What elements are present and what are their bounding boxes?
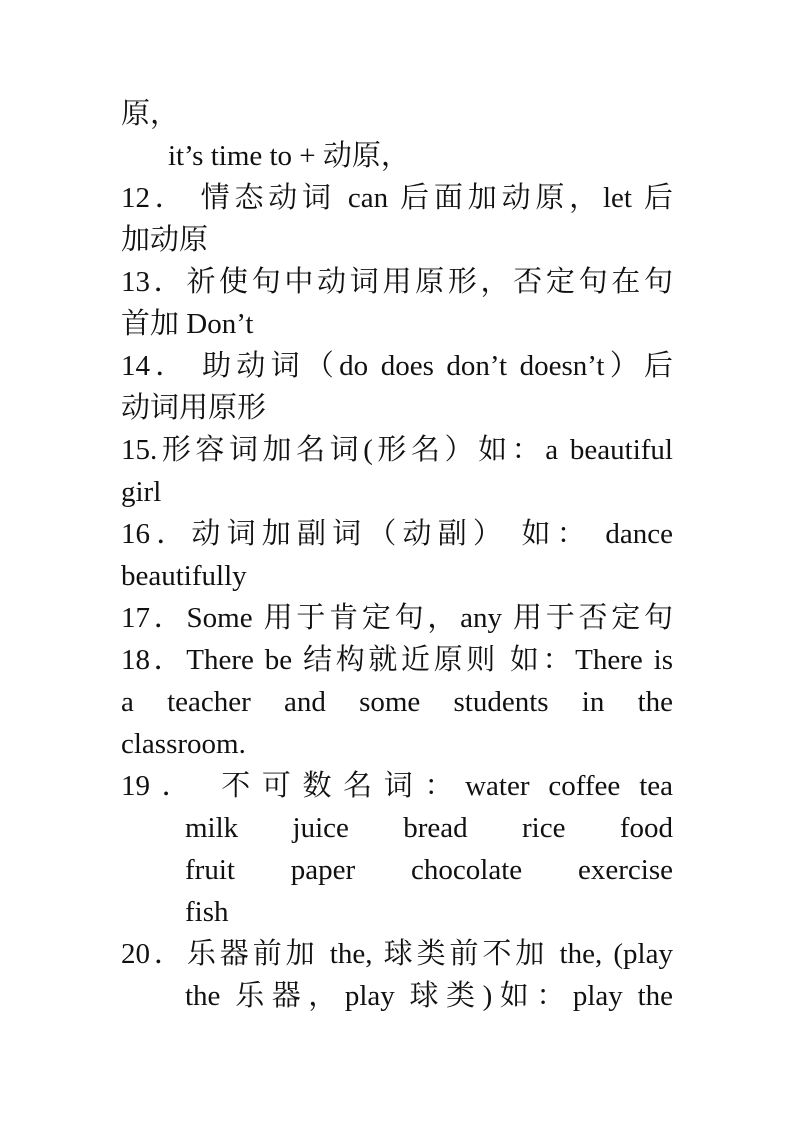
text-line: beautifully: [121, 560, 247, 592]
text-line: the 乐器，play 球类)如：play the: [185, 980, 673, 1012]
text-line: classroom.: [121, 728, 246, 760]
text-line: 19． 不可数名词：water coffee tea: [121, 770, 673, 802]
text-line: 原，: [121, 98, 180, 130]
text-line: 18．There be 结构就近原则 如：There is: [121, 644, 673, 676]
text-line: 加动原: [121, 224, 209, 256]
text-line: fruit paper chocolate exercise: [185, 854, 673, 886]
text-line: 动词用原形: [121, 392, 267, 424]
text-line: fish: [185, 896, 229, 928]
text-line: 15.形容词加名词(形名）如：a beautiful: [121, 434, 673, 466]
text-line: a teacher and some students in the: [121, 686, 673, 718]
text-line: 14． 助动词（do does don’t doesn’t）后: [121, 350, 673, 382]
text-line: girl: [121, 476, 162, 508]
text-line: 17．Some 用于肯定句，any 用于否定句: [121, 602, 673, 634]
text-line: 16．动词加副词（动副） 如： dance: [121, 518, 673, 550]
text-line: it’s time to + 动原，: [168, 140, 410, 172]
text-line: milk juice bread rice food: [185, 812, 673, 844]
text-line: 12． 情态动词 can 后面加动原，let 后: [121, 182, 673, 214]
text-line: 首加 Don’t: [121, 308, 254, 340]
text-line: 13．祈使句中动词用原形，否定句在句: [121, 266, 673, 298]
text-line: 20．乐器前加 the, 球类前不加 the, (play: [121, 938, 673, 970]
